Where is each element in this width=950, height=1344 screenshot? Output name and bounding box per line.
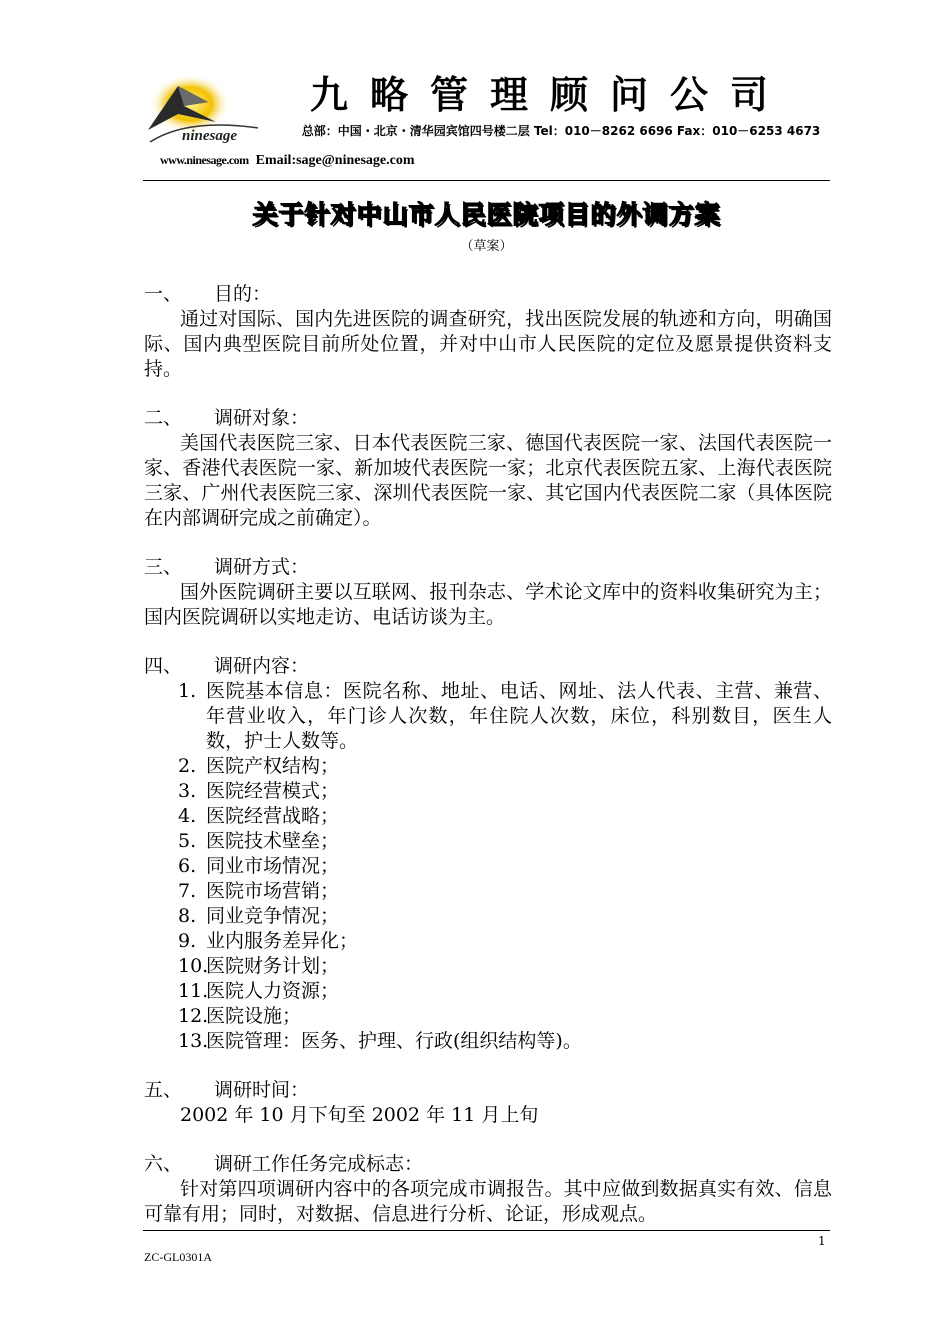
list-item: 8. 同业竞争情况； (178, 905, 340, 927)
section-number: 三、 (144, 556, 183, 578)
document-title: 关于针对中山市人民医院项目的外调方案 (252, 200, 721, 229)
section-text-subjects: 美国代表医院三家、日本代表医院三家、德国代表医院一家、法国代表医院一家、香港代表医院一家、新加坡代表医院一家；北京代表医院五家、上海代表医院三家、广州代表医院三家、深圳代表医院一家、其它国内代表医院二家（具体医院在内部调研完成之前确定）。 (144, 432, 832, 529)
list-item: 3. 医院经营模式； (178, 780, 340, 802)
section-title: 调研方式： (214, 556, 310, 578)
section-text-completion: 针对第四项调研内容中的各项完成市调报告。其中应做到数据真实有效、信息可靠有用；同时，对数据、信息进行分析、论证，形成观点。 (144, 1178, 832, 1225)
section-title: 调研内容： (214, 655, 310, 677)
list-item: 6. 同业市场情况； (178, 855, 340, 877)
list-item: 2. 医院产权结构； (178, 755, 340, 777)
section-heading-content (144, 654, 832, 679)
list-item: 7. 医院市场营销； (178, 880, 340, 902)
document-subtitle: （草案） (460, 239, 513, 254)
section-heading-subjects (144, 406, 832, 431)
list-item: 5. 医院技术壁垒； (178, 830, 340, 852)
footer-divider (143, 1230, 830, 1231)
document-body (144, 282, 832, 1227)
ninesage-logo-icon (138, 64, 278, 156)
website-link[interactable]: www.ninesage.com (160, 153, 249, 167)
section-number: 六、 (144, 1153, 183, 1175)
contact-line (160, 153, 415, 169)
list-item: 9. 业内服务差异化； (178, 930, 359, 952)
section-text-methods: 国外医院调研主要以互联网、报刊杂志、学术论文库中的资料收集研究为主；国内医院调研以实地走访、电话访谈为主。 (144, 581, 832, 628)
section-title: 调研对象： (214, 407, 310, 429)
company-logo (138, 64, 278, 156)
list-item: 13. 医院管理：医务、护理、行政(组织结构等)。 (178, 1030, 582, 1052)
document-code: ZC-GL0301A (144, 1250, 212, 1264)
list-item: 4. 医院经营战略； (178, 805, 340, 827)
page-number: 1 (818, 1234, 826, 1248)
section-number: 四、 (144, 655, 183, 677)
section-title: 调研时间： (214, 1079, 310, 1101)
list-item: 1. 医院基本信息：医院名称、地址、电话、网址、法人代表、主营、兼营、年营业收入，年门诊人次数，年住院人次数，床位，科别数目，医生人数，护士人数等。 (178, 680, 832, 752)
list-item: 10. 医院财务计划； (178, 955, 340, 977)
section-heading-completion (144, 1152, 832, 1177)
section-heading-purpose (144, 282, 832, 307)
section-text-purpose: 通过对国际、国内先进医院的调查研究，找出医院发展的轨迹和方向，明确国际、国内典型医院目前所处位置，并对中山市人民医院的定位及愿景提供资料支持。 (144, 308, 832, 380)
section-title: 目的： (214, 283, 272, 305)
company-address: 总部：中国・北京・清华园宾馆四号楼二层 Tel：010－8262 6696 Fax：010－6253 4673 (301, 124, 821, 138)
svg-text:ninesage: ninesage (182, 128, 238, 144)
email-link[interactable]: Email:sage@ninesage.com (255, 153, 415, 168)
list-item: 12. 医院设施； (178, 1005, 302, 1027)
section-heading-methods (144, 555, 832, 580)
research-content-list (144, 679, 832, 1054)
section-number: 二、 (144, 407, 183, 429)
company-name: 九略管理顾问公司 (309, 72, 790, 117)
section-number: 五、 (144, 1079, 183, 1101)
header-divider (143, 180, 830, 181)
list-item: 11. 医院人力资源； (178, 980, 340, 1002)
section-heading-schedule (144, 1078, 832, 1103)
section-number: 一、 (144, 283, 183, 305)
section-text-schedule: 2002 年 10 月下旬至 2002 年 11 月上旬 (180, 1104, 539, 1126)
section-title: 调研工作任务完成标志： (214, 1153, 424, 1175)
